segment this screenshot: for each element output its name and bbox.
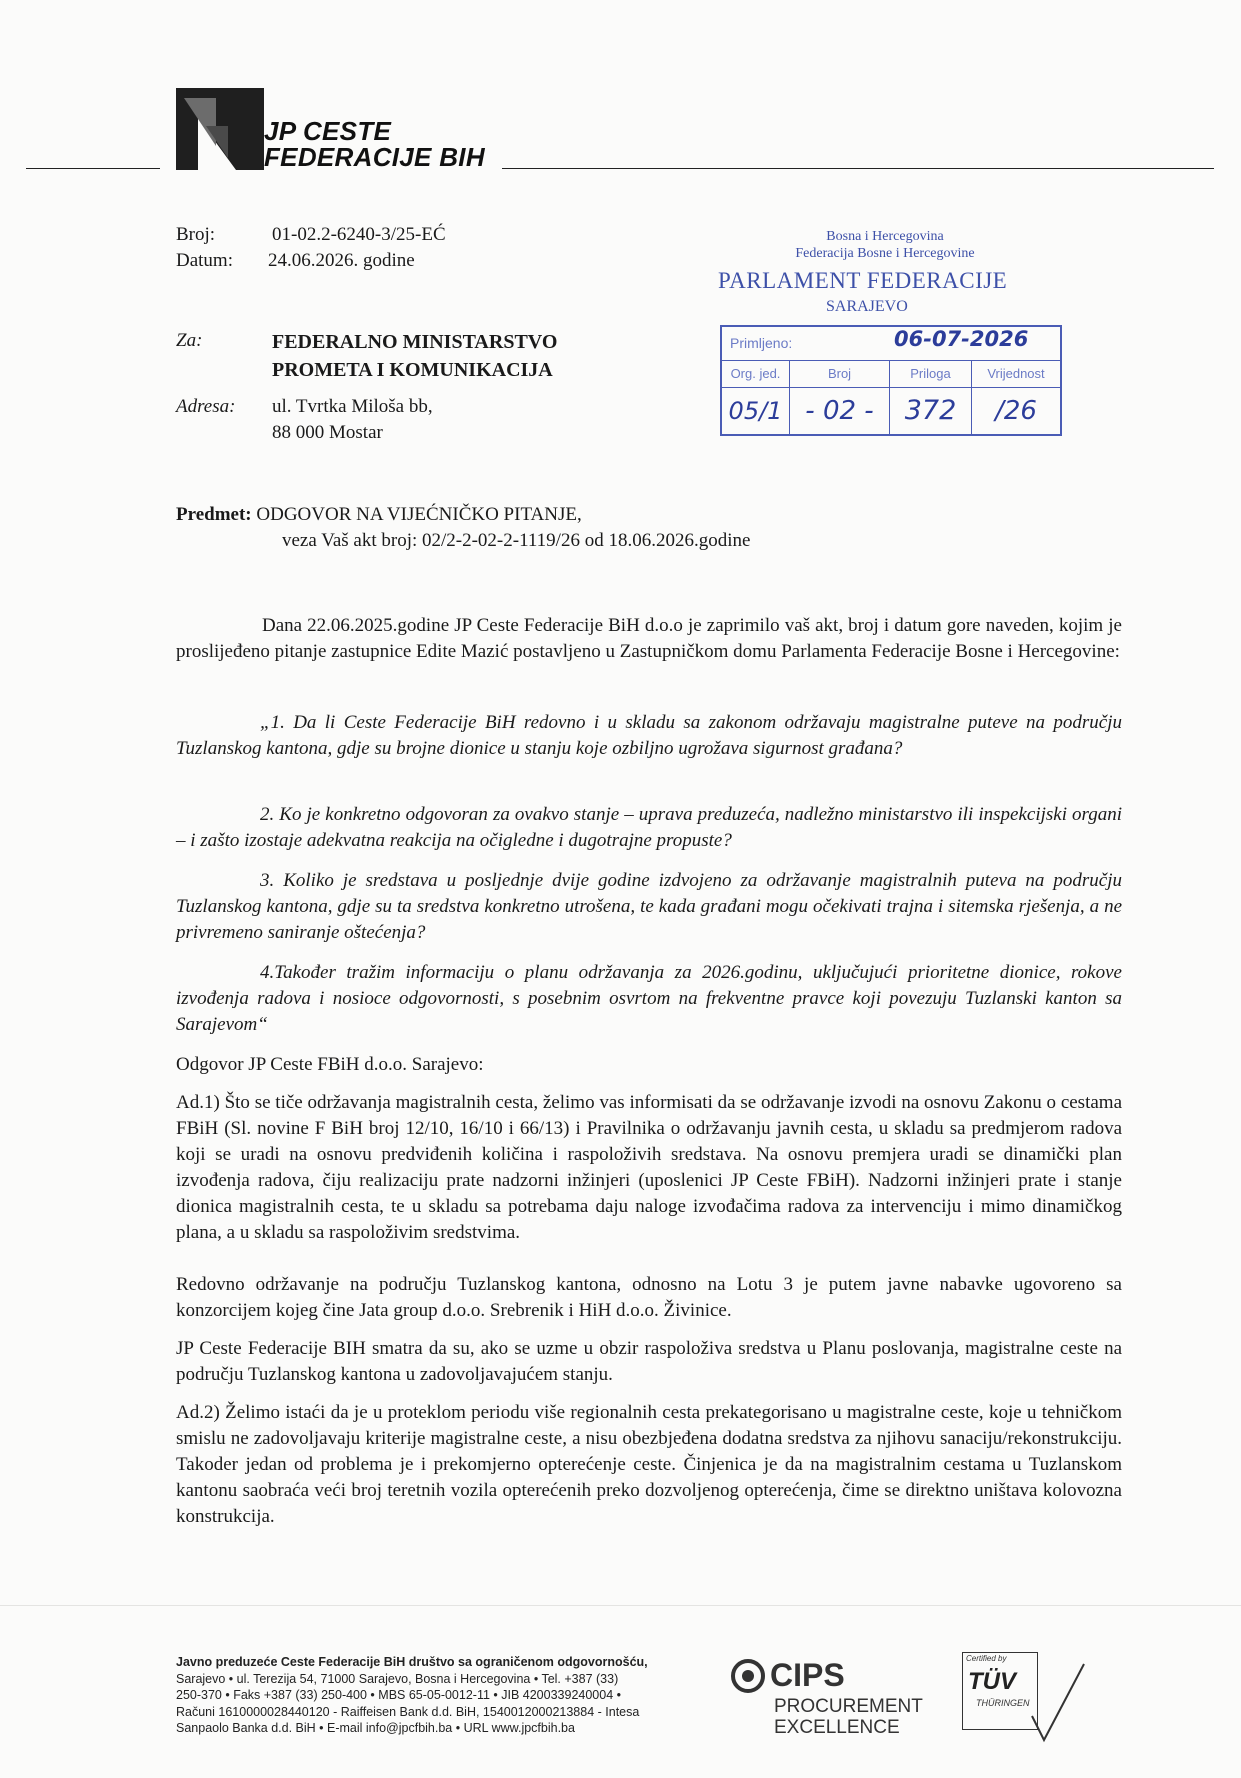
val-broj: - 02 - — [790, 387, 890, 434]
company-logo-icon — [176, 88, 264, 170]
za-label: Za: — [176, 330, 203, 351]
subject-line1: ODGOVOR NA VIJEĆNIČKO PITANJE, — [256, 504, 582, 525]
answer-ad1: Ad.1) Što se tiče održavanja magistralnih cesta, želimo vas informisati da se održavanje izvodi na osnovu Zakonu o cestama FBiH (Sl. novine F BiH broj 12/10, 16/10 i 66/13) i Pravilnika o održavanju javnih cesta, u skladu sa predmjerom radova koji se uradi na osnovu predviđenih količina i raspoloživih sredstava. Na osnovu premjera uradi se dinamički plan izvođenja radova, čiju realizaciju prate nadzorni inžinjeri (uposlenici JP Ceste FBiH). Nadzorni inžinjeri prate i stanje dionica magistralnih cesta, te u skladu sa potrebama daju naloge izvođačima radova za intervenciju i mimo dinamičkog plana, a u skladu sa raspoloživim sredstvima. — [176, 1092, 1122, 1243]
adresa-label: Adresa: — [176, 396, 236, 417]
received-stamp-box — [720, 325, 1062, 436]
cips-name: CIPS — [770, 1657, 845, 1693]
tuv-name: TÜV — [968, 1668, 1016, 1695]
question-1: „1. Da li Ceste Federacije BiH redovno i u skladu sa zakonom održavaju magistralne puteve na području Tuzlanskog kantona, gdje su brojne dionice u stanju koje ozbiljno ugrožava sigurnost građana? — [176, 712, 1122, 759]
stamp-city: SARAJEVO — [826, 298, 908, 315]
stamp-header: Bosna i Hercegovina Federacija Bosne i Hercegovine — [795, 229, 975, 261]
subject-line2: veza Vaš akt broj: 02/2-2-02-2-1119/26 od 18.06.2026.godine — [282, 530, 751, 551]
tuv-region: THÜRINGEN — [976, 1698, 1030, 1708]
answer-ad2: Ad.2) Želimo istaći da je u proteklom periodu više regionalnih cesta prekategorisano u magistralne ceste, koje u tehničkom smislu ne zadovoljavaju kriterije magistralne ceste, a nisu obezbjeđena dodatna sredstva za njihovu sanaciju/rekonstrukciju. Takoder jedan od problema je i prekomjerno opterećenje ceste. Činjenica je da na magistralnim cestama u Tuzlanskom kantonu saobraća veći broj teretnih vozila opterećenih preko dozvoljenog opterećenja, čime se direktno uništava kolovozna konstrukcija. — [176, 1402, 1122, 1527]
subject-label: Predmet: — [176, 504, 252, 525]
cips-emblem-icon — [730, 1658, 766, 1694]
val-priloga: 372 — [890, 387, 972, 434]
recipient-name: FEDERALNO MINISTARSTVO PROMETA I KOMUNIKACIJA — [272, 331, 558, 381]
broj-value: 01-02.2-6240-3/25-EĆ — [272, 224, 446, 245]
header-rule-right — [502, 168, 1214, 169]
cips-tagline: PROCUREMENT EXCELLENCE — [774, 1696, 923, 1738]
footer-company-info: Javno preduzeće Ceste Federacije BiH društvo sa ograničenom odgovornošću, Sarajevo • ul. Terezija 54, 71000 Sarajevo, Bosna i Hercegovina • Tel. +387 (33) 250-370 • Faks +387 (33) 250-400 • MBS 65-05-0012-11 • JIB 4200339240004 • Računi 1610000028440120 - Raiffeisen Bank d.d. BiH, 1540012000213884 - Intesa Sanpaolo Banka d.d. BiH • E-mail info@jpcfbih.ba • URL www.jpcfbih.ba — [176, 1655, 648, 1735]
tuv-certified-label: Certified by — [966, 1654, 1007, 1663]
intro-paragraph: Dana 22.06.2025.godine JP Ceste Federacije BiH d.o.o je zaprimilo vaš akt, broj i datum gore naveden, kojim je proslijeđeno pitanje zastupnice Edite Mazić postavljeno u Zastupničkom domu Parlamenta Federacije Bosne i Hercegovine: — [176, 615, 1122, 662]
datum-value: 24.06.2026. godine — [268, 250, 415, 271]
val-vrijednost: /26 — [995, 395, 1037, 426]
primljeno-label: Primljeno: — [730, 335, 793, 351]
company-name: JP CESTE FEDERACIJE BIH — [264, 116, 485, 172]
col-org-header: Org. jed. — [722, 360, 790, 387]
val-org: 05/1 — [722, 387, 790, 434]
subject-block — [176, 502, 750, 554]
col-broj-header: Broj — [790, 360, 890, 387]
header-rule-left — [26, 168, 160, 169]
datum-label: Datum: — [176, 250, 233, 271]
stamp-title: PARLAMENT FEDERACIJE — [718, 268, 1008, 293]
answer-heading: Odgovor JP Ceste FBiH d.o.o. Sarajevo: — [176, 1054, 484, 1075]
cips-logo — [730, 1656, 940, 1738]
col-priloga-header: Priloga — [890, 360, 972, 387]
question-2: 2. Ko je konkretno odgovoran za ovakvo stanje – uprava preduzeća, nadležno ministarstvo ili inspekcijski organi – i zašto izostaje adekvatna reakcija na očigledne i dugotrajne propuste? — [176, 804, 1122, 851]
recipient-block — [176, 328, 646, 446]
primljeno-date: 06-07-2026 — [894, 327, 1029, 351]
tuv-certificate — [962, 1652, 1094, 1744]
question-4: 4.Također tražim informaciju o planu održavanja za 2026.godinu, uključujući prioritetne dionice, rokove izvođenja radova i nosioce odgovornosti, s posebnim osvrtom na frekventne pravce koji povezuju Tuzlanski kanton sa Sarajevom“ — [176, 962, 1122, 1035]
question-3: 3. Koliko je sredstava u posljednje dvije godine izdvojeno za održavanje magistralnih puteva na području Tuzlanskog kantona, gdje su ta sredstva konkretno utrošena, te kada građani mogu očekivati trajna i sitemska rješenja, a ne privremeno saniranje oštećenja? — [176, 870, 1122, 943]
recipient-address: ul. Tvrtka Miloša bb, 88 000 Mostar — [272, 396, 433, 443]
paper-crease — [0, 1605, 1241, 1606]
broj-label: Broj: — [176, 224, 216, 245]
document-meta — [176, 222, 446, 274]
answer-redovno: Redovno održavanje na području Tuzlanskog kantona, odnosno na Lotu 3 je putem javne nabavke ugovoreno sa konzorcijem kojeg čine Jata group d.o.o. Srebrenik i HiH d.o.o. Živinice. — [176, 1274, 1122, 1321]
answer-jp: JP Ceste Federacije BIH smatra da su, ako se uzme u obzir raspoloživa sredstva u Planu poslovanja, magistralne ceste na području Tuzlanskog kantona u zadovoljavajućem stanju. — [176, 1338, 1122, 1385]
checkmark-icon — [1028, 1660, 1088, 1744]
col-vrijednost-header: Vrijednost — [987, 366, 1045, 381]
